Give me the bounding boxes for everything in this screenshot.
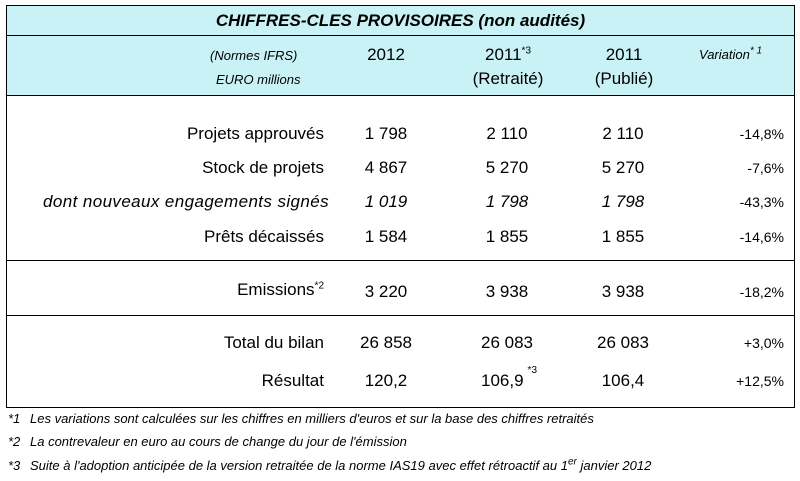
title-band <box>7 6 794 36</box>
col-header-2011p-sub: (Publié) <box>594 69 654 88</box>
footnote-3-text-b: janvier 2012 <box>576 458 652 473</box>
cell-2011r-sup: *3 <box>527 365 537 377</box>
footnote-3-mark: *3 <box>8 458 21 473</box>
col-header-2011-retraite <box>448 45 568 65</box>
row-label-sup: *2 <box>314 280 324 292</box>
cell-2011r: 26 083 <box>481 333 533 352</box>
cell-variation: -14,8% <box>739 126 784 142</box>
footnote-1-mark: *1 <box>8 411 21 426</box>
header-band <box>7 36 794 96</box>
footnote-1-text: Les variations sont calculées sur les chiffres en milliers d'euros et sur la base des chiffres retraités <box>30 411 594 426</box>
cell-variation: -14,6% <box>739 229 784 245</box>
cell-variation: -43,3% <box>739 194 784 210</box>
row-label: Total du bilan <box>223 333 324 352</box>
cell-2011r-value: 106,9 <box>481 371 524 390</box>
row-label: Prêts décaissés <box>204 227 324 246</box>
cell-variation: -18,2% <box>739 284 784 300</box>
col-header-2011-publie: 2011 <box>605 45 643 64</box>
col-header-variation-label: Variation <box>699 47 750 62</box>
cell-2012: 4 867 <box>364 158 408 177</box>
cell-2011p: 2 110 <box>602 124 644 143</box>
col-header-2012-label: 2012 <box>367 45 405 64</box>
row-label <box>237 280 324 300</box>
footnote-2-mark: *2 <box>8 434 21 449</box>
cell-2011p: 5 270 <box>601 158 645 177</box>
col-header-2011r-year: 2011 <box>484 45 522 64</box>
cell-2012: 3 220 <box>364 282 408 301</box>
cell-2011p: 1 855 <box>601 227 645 246</box>
cell-2012: 26 858 <box>360 333 412 352</box>
footnote-1 <box>8 411 594 426</box>
cell-2011r: 5 270 <box>485 158 529 177</box>
footnote-3-text-a: Suite à l'adoption anticipée de la version retraitée de la norme IAS19 avec effet rétroactif au 1 <box>30 458 568 473</box>
col-header-2011r-sub: (Retraité) <box>472 69 544 88</box>
row-label: Résultat <box>261 371 324 390</box>
col-header-variation-sup: * 1 <box>749 45 763 57</box>
footnote-2-text: La contrevaleur en euro au cours de change du jour de l'émission <box>30 434 407 449</box>
cell-2011r: 3 938 <box>485 282 529 301</box>
unit-line-1: (Normes IFRS) <box>210 48 298 63</box>
key-figures-table <box>6 5 795 408</box>
cell-variation: +3,0% <box>743 335 784 351</box>
col-header-variation <box>699 47 762 62</box>
cell-2011p: 26 083 <box>597 333 649 352</box>
cell-2011r: 1 798 <box>485 192 529 211</box>
cell-2011r <box>462 365 552 391</box>
footnote-3-sup: er <box>567 456 577 468</box>
cell-2011r: 1 855 <box>485 227 529 246</box>
cell-2012: 1 019 <box>364 192 408 211</box>
section-divider <box>7 315 794 316</box>
cell-2011p: 106,4 <box>601 371 645 390</box>
col-header-2012 <box>326 45 446 65</box>
cell-2011p: 1 798 <box>601 192 645 211</box>
cell-2012: 120,2 <box>364 371 408 390</box>
cell-2011p: 3 938 <box>601 282 645 301</box>
footnote-3 <box>8 458 651 473</box>
unit-line-2: EURO millions <box>216 72 301 87</box>
cell-variation: -7,6% <box>747 160 784 176</box>
section-divider <box>7 260 794 261</box>
row-label: Stock de projets <box>202 158 324 177</box>
footnote-2 <box>8 434 407 449</box>
col-header-2011r-sup: *3 <box>521 45 531 57</box>
cell-variation: +12,5% <box>736 373 784 389</box>
cell-2012: 1 584 <box>364 227 408 246</box>
table-title: CHIFFRES-CLES PROVISOIRES (non audités) <box>215 11 586 30</box>
cell-2012: 1 798 <box>364 124 408 143</box>
row-label: Projets approuvés <box>186 124 324 143</box>
row-label: dont nouveaux engagements signés <box>43 192 329 211</box>
cell-2011r: 2 110 <box>486 124 528 143</box>
row-label-text: Emissions <box>237 280 315 299</box>
